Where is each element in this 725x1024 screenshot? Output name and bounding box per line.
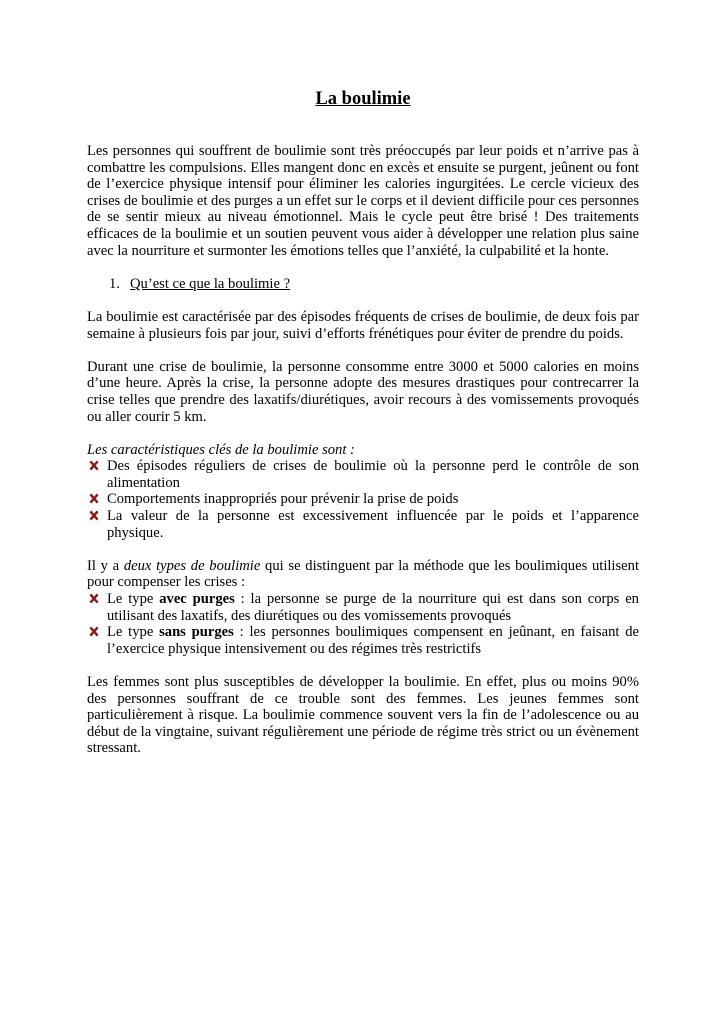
types-intro-paragraph: [87, 558, 639, 591]
cross-bullet-icon: [87, 491, 101, 507]
spacer: [87, 657, 639, 674]
cross-bullet-icon: [87, 624, 101, 640]
cross-bullet-icon: [87, 458, 101, 474]
women-paragraph: Les femmes sont plus susceptibles de développer la boulimie. En effet, plus ou moins 90% des personnes souffrant de ce trouble sont des femmes. Les jeunes femmes sont particulièrement à risque. La boulimie commence souvent vers la fin de l’adolescence ou au début de la vingtaine, suivant régulièrement une période de régime très strict ou un évènement stressant.: [87, 674, 639, 757]
types-intro-italic: deux types de boulimie: [123, 557, 261, 574]
spacer: [87, 541, 639, 558]
characteristics-heading: Les caractéristiques clés de la boulimie sont :: [87, 441, 355, 458]
section-number: 1.: [109, 275, 120, 292]
types-list: [87, 591, 639, 657]
types-intro-before: Il y a: [87, 557, 124, 574]
type-before: Le type: [107, 624, 160, 641]
section-heading-text: Qu’est ce que la boulimie ?: [130, 275, 291, 292]
page-title: La boulimie: [315, 89, 411, 109]
types-intro-after: qui se distinguent par la méthode que les boulimiques utilisent pour compenser les crises :: [87, 557, 639, 591]
list-item: [87, 458, 639, 491]
list-item-text: Des épisodes réguliers de crises de boulimie où la personne perd le contrôle de son alimentation: [107, 458, 639, 491]
list-item: [87, 508, 639, 541]
definition-paragraph: La boulimie est caractérisée par des épisodes fréquents de crises de boulimie, de deux fois par semaine à plusieurs fois par jour, suivi d’efforts frénétiques pour éviter de prendre du poids.: [87, 308, 639, 342]
list-item: [87, 491, 639, 508]
crisis-paragraph: Durant une crise de boulimie, la personne consomme entre 3000 et 5000 calories en moins d’une heure. Après la crise, la personne adopte des mesures drastiques pour contrecarrer la crise telles que prendre des laxatifs/diurétiques, avoir recours à des vomissements provoqués ou aller courir 5 km.: [87, 358, 639, 425]
list-item: [87, 591, 639, 624]
spacer: [87, 259, 639, 276]
type-before: Le type: [107, 591, 160, 608]
intro-paragraph: Les personnes qui souffrent de boulimie sont très préoccupés par leur poids et n’arrive pas à combattre les compulsions. Elles mangent donc en excès et ensuite se purgent, jeûnent ou font de l’exercice physique intensif pour éliminer les calories ingurgitées. Le cercle vicieux des crises de boulimie et des purges a un effet sur le corps et il devient difficile pour ces personnes de se sentir mieux au niveau émotionnel. Mais le cycle peut être brisé ! Des traitements efficaces de la boulimie et un soutien peuvent vous aider à développer une relation plus saine avec la nourriture et surmonter les émotions telles que l’anxiété, la culpabilité et la honte.: [87, 143, 639, 259]
type-after: : la personne se purge de la nourriture qui est dans son corps en utilisant des laxatifs, des diurétiques ou des vomissements provoqués: [107, 591, 639, 624]
type-name: avec purges: [159, 591, 235, 608]
spacer: [87, 425, 639, 442]
list-item: [87, 624, 639, 657]
spacer: [87, 292, 639, 309]
characteristics-list: [87, 458, 639, 541]
section-heading: [87, 276, 639, 293]
list-item-text: Comportements inappropriés pour prévenir la prise de poids: [107, 491, 459, 508]
type-after: : les personnes boulimiques compensent en jeûnant, en faisant de l’exercice physique intensivement ou des régimes très restrictifs: [107, 624, 639, 657]
document-page: [87, 88, 639, 757]
cross-bullet-icon: [87, 591, 101, 607]
type-name: sans purges: [159, 624, 234, 641]
cross-bullet-icon: [87, 508, 101, 524]
spacer: [87, 342, 639, 359]
list-item-text: La valeur de la personne est excessivement influencée par le poids et l’apparence physique.: [107, 508, 639, 541]
